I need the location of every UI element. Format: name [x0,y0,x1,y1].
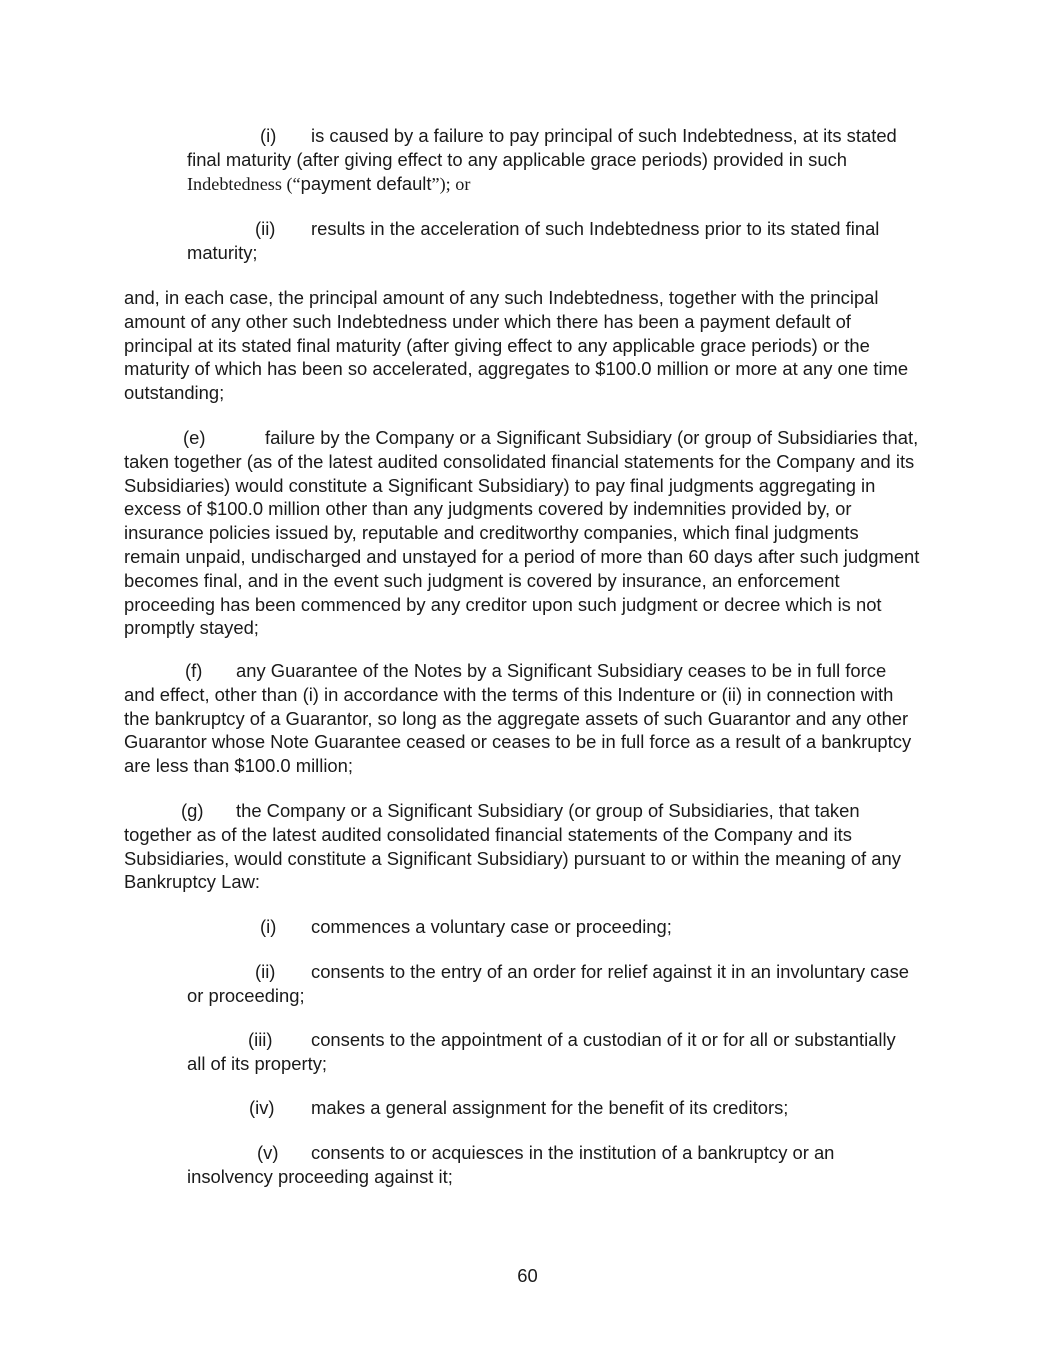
clause-text: and, in each case, the principal amount of any such Indebtedness, together with the principal [124,287,879,308]
clause-text: the Company or a Significant Subsidiary (or group of Subsidiaries, that taken [236,800,860,821]
clause-label: (f) [185,660,203,681]
clause-label: (ii) [255,218,276,239]
clause-label: (iii) [248,1029,273,1050]
clause-text: Subsidiaries, would constitute a Significant Subsidiary) pursuant to or within the meaning of any [124,847,901,869]
defined-term: payment default [300,172,432,194]
clause-g-iv [187,1096,789,1120]
clause-text: remain unpaid, undischarged and unstayed for a period of more than 60 days after such judgment [124,545,920,567]
clause-text: the bankruptcy of a Guarantor, so long as the aggregate assets of such Guarantor and any other [124,707,909,729]
clause-text: insurance policies issued by, reputable and creditworthy companies, which final judgments [124,522,859,544]
clause-f [124,659,911,778]
clause-text: together as of the latest audited consolidated financial statements of the Company and its [124,823,852,845]
clause-text: final maturity (after giving effect to any applicable grace periods) provided in such [187,148,848,170]
clause-label: (iv) [249,1097,275,1118]
clause-d-continuation [124,286,908,405]
clause-text: Indebtedness (“ [187,173,301,194]
clause-text: Bankruptcy Law: [124,871,260,893]
clause-text: ”); or [431,173,471,194]
clause-text: amount of any other such Indebtedness under which there has been a payment default of [124,310,851,332]
clause-label: (ii) [255,961,276,982]
clause-text: results in the acceleration of such Indebtedness prior to its stated final [311,218,880,239]
page-number: 60 [517,1265,538,1286]
clause-text: any Guarantee of the Notes by a Significant Subsidiary ceases to be in full force [236,660,887,681]
clause-text: excess of $100.0 million other than any judgments covered by indemnities provided by, or [124,498,852,520]
clause-g-i [187,915,672,939]
clause-g [124,799,901,894]
clause-text: consents to the appointment of a custodian of it or for all or substantially [311,1029,896,1050]
clause-text: are less than $100.0 million; [124,755,353,777]
clause-text: makes a general assignment for the benefit of its creditors; [311,1097,789,1118]
clause-text: all of its property; [187,1052,328,1074]
clause-text: Guarantor whose Note Guarantee ceased or ceases to be in full force as a result of a bankruptcy [124,731,912,753]
clause-text: insolvency proceeding against it; [187,1165,453,1187]
clause-text: proceeding has been commenced by any creditor upon such judgment or decree which is not [124,593,882,615]
clause-g-iii [187,1028,896,1076]
clause-g-v [187,1141,835,1189]
clause-label: (e) [183,427,206,448]
clause-text: outstanding; [124,382,225,404]
clause-text: principal at its stated final maturity (after giving effect to any applicable grace periods) or the [124,334,870,356]
clause-d-i [187,124,897,196]
clause-text: consents to or acquiesces in the institution of a bankruptcy or an [311,1142,835,1163]
clause-text: promptly stayed; [124,617,259,639]
clause-text: and effect, other than (i) in accordance with the terms of this Indenture or (ii) in connection with [124,683,894,705]
clause-text: failure by the Company or a Significant Subsidiary (or group of Subsidiaries that, [265,427,919,448]
clause-text: maturity; [187,241,258,263]
clause-text: or proceeding; [187,984,305,1006]
clause-label: (i) [260,125,277,146]
clause-text: consents to the entry of an order for relief against it in an involuntary case [311,961,910,982]
clause-d-ii [187,217,880,265]
clause-label: (v) [257,1142,279,1163]
clause-text: is caused by a failure to pay principal of such Indebtedness, at its stated [311,125,897,146]
clause-label: (i) [260,916,277,937]
clause-e [124,426,919,640]
clause-text: maturity of which has been so accelerated, aggregates to $100.0 million or more at any one time [124,358,909,380]
clause-label: (g) [181,800,204,821]
clause-text: Subsidiaries) would constitute a Significant Subsidiary) to pay final judgments aggregating in [124,474,876,496]
clause-text: becomes final, and in the event such judgment is covered by insurance, an enforcement [124,569,840,591]
clause-text: taken together (as of the latest audited consolidated financial statements for the Company and its [124,450,915,472]
clause-text: commences a voluntary case or proceeding; [311,916,672,937]
clause-g-ii [187,960,910,1008]
